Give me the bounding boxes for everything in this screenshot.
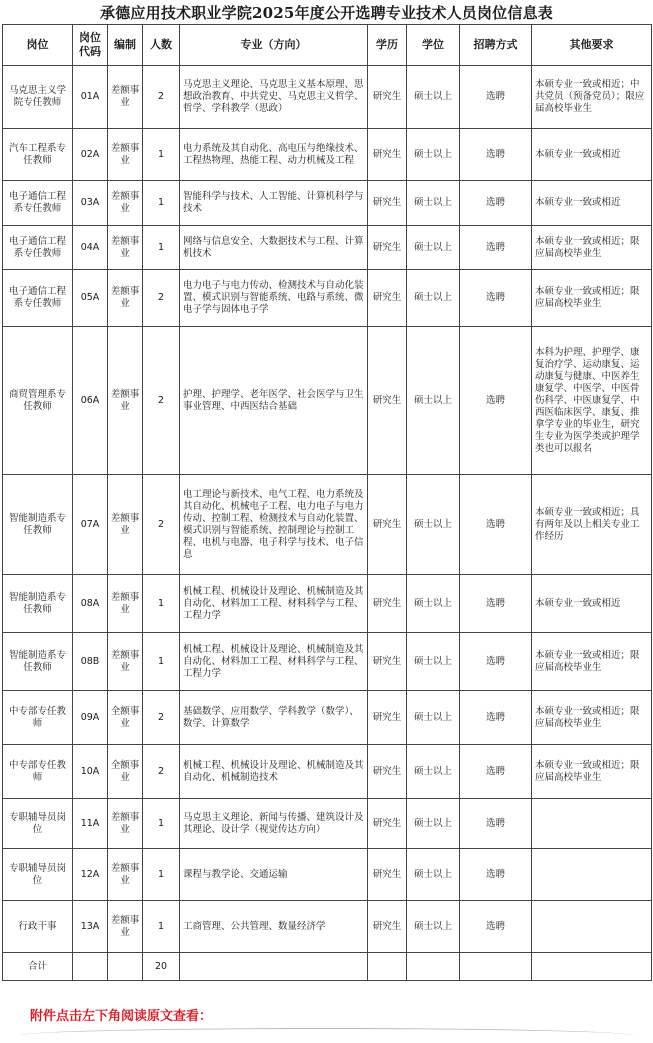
cell-education: 研究生 — [368, 129, 407, 181]
cell-count: 1 — [143, 799, 180, 849]
cell-degree: 硕士以上 — [407, 129, 460, 181]
cell-degree: 硕士以上 — [407, 181, 460, 226]
cell-education: 研究生 — [368, 901, 407, 953]
cell-major: 机械工程、机械设计及理论、机械制造及其自动化、材料加工工程、材料科学与工程、工程力学 — [180, 575, 368, 633]
cell-major: 电力系统及其自动化、高电压与绝缘技术、工程热物理、热能工程、动力机械及工程 — [180, 129, 368, 181]
total-empty — [460, 953, 532, 981]
cell-major: 机械工程、机械设计及理论、机械制造及其自动化、材料加工工程、材料科学与工程、工程力学 — [180, 633, 368, 691]
cell-post: 电子通信工程系专任教师 — [3, 181, 73, 226]
header-code: 岗位代码 — [73, 25, 108, 66]
cell-other — [532, 849, 652, 901]
cell-count: 2 — [143, 66, 180, 129]
cell-count: 1 — [143, 849, 180, 901]
cell-degree: 硕士以上 — [407, 327, 460, 475]
cell-method: 选聘 — [460, 575, 532, 633]
total-empty — [108, 953, 143, 981]
cell-staffing: 差额事业 — [108, 226, 143, 270]
cell-count: 2 — [143, 691, 180, 745]
cell-code: 05A — [73, 270, 108, 327]
cell-other: 本硕专业一致或相近；限应届高校毕业生 — [532, 226, 652, 270]
cell-education: 研究生 — [368, 849, 407, 901]
cell-code: 06A — [73, 327, 108, 475]
table-header-row — [3, 25, 652, 66]
cell-post: 智能制造系专任教师 — [3, 475, 73, 575]
cell-code: 04A — [73, 226, 108, 270]
cell-education: 研究生 — [368, 226, 407, 270]
cell-code: 11A — [73, 799, 108, 849]
cell-major: 课程与教学论、交通运输 — [180, 849, 368, 901]
cell-education: 研究生 — [368, 181, 407, 226]
cell-staffing: 差额事业 — [108, 66, 143, 129]
cell-count: 1 — [143, 226, 180, 270]
cell-count: 1 — [143, 181, 180, 226]
table-row — [3, 327, 652, 475]
table-row — [3, 129, 652, 181]
cell-code: 10A — [73, 745, 108, 799]
total-count: 20 — [143, 953, 180, 981]
cell-staffing: 差额事业 — [108, 849, 143, 901]
cell-method: 选聘 — [460, 270, 532, 327]
total-empty — [73, 953, 108, 981]
cell-post: 电子通信工程系专任教师 — [3, 270, 73, 327]
total-empty — [532, 953, 652, 981]
page-title: 承德应用技术职业学院2025年度公开选聘专业技术人员岗位信息表 — [100, 4, 553, 22]
cell-code: 08B — [73, 633, 108, 691]
cell-education: 研究生 — [368, 475, 407, 575]
cell-degree: 硕士以上 — [407, 226, 460, 270]
cell-count: 2 — [143, 270, 180, 327]
header-education: 学历 — [368, 25, 407, 66]
cell-other: 本硕专业一致或相近 — [532, 575, 652, 633]
cell-count: 2 — [143, 475, 180, 575]
total-empty — [368, 953, 407, 981]
cell-other: 本硕专业一致或相近；限应届高校毕业生 — [532, 270, 652, 327]
cell-method: 选聘 — [460, 475, 532, 575]
cell-count: 1 — [143, 575, 180, 633]
cell-education: 研究生 — [368, 575, 407, 633]
cell-other — [532, 799, 652, 849]
cell-education: 研究生 — [368, 270, 407, 327]
cell-post: 专职辅导员岗位 — [3, 799, 73, 849]
cell-degree: 硕士以上 — [407, 270, 460, 327]
cell-degree: 硕士以上 — [407, 691, 460, 745]
positions-table — [2, 24, 652, 981]
cell-code: 08A — [73, 575, 108, 633]
header-count: 人数 — [143, 25, 180, 66]
cell-other: 本硕专业一致或相近；限应届高校毕业生 — [532, 745, 652, 799]
cell-major: 工商管理、公共管理、数量经济学 — [180, 901, 368, 953]
cell-major: 马克思主义理论、马克思主义基本原理、思想政治教育、中共党史、马克思主义哲学、哲学、学科教学（思政） — [180, 66, 368, 129]
cell-education: 研究生 — [368, 327, 407, 475]
cell-code: 12A — [73, 849, 108, 901]
cell-other: 本硕专业一致或相近；具有两年及以上相关专业工作经历 — [532, 475, 652, 575]
cell-method: 选聘 — [460, 901, 532, 953]
cell-other: 本硕专业一致或相近；限应届高校毕业生 — [532, 691, 652, 745]
cell-method: 选聘 — [460, 691, 532, 745]
table-row — [3, 475, 652, 575]
cell-post: 中专部专任教师 — [3, 745, 73, 799]
header-staffing: 编制 — [108, 25, 143, 66]
cell-degree: 硕士以上 — [407, 475, 460, 575]
header-other: 其他要求 — [532, 25, 652, 66]
cell-code: 07A — [73, 475, 108, 575]
cell-major: 电力电子与电力传动、检测技术与自动化装置、模式识别与智能系统、电路与系统、微电子学与固体电子学 — [180, 270, 368, 327]
header-major: 专业（方向） — [180, 25, 368, 66]
cell-education: 研究生 — [368, 745, 407, 799]
cell-other — [532, 901, 652, 953]
cell-major: 智能科学与技术、人工智能、计算机科学与技术 — [180, 181, 368, 226]
cell-method: 选聘 — [460, 327, 532, 475]
cell-major: 护理、护理学、老年医学、社会医学与卫生事业管理、中西医结合基础 — [180, 327, 368, 475]
cell-method: 选聘 — [460, 181, 532, 226]
cell-other: 本硕专业一致或相近 — [532, 181, 652, 226]
cell-major: 机械工程、机械设计及理论、机械制造及其自动化、机械制造技术 — [180, 745, 368, 799]
table-row — [3, 849, 652, 901]
cell-education: 研究生 — [368, 66, 407, 129]
header-method: 招聘方式 — [460, 25, 532, 66]
cell-staffing: 差额事业 — [108, 575, 143, 633]
cell-education: 研究生 — [368, 691, 407, 745]
cell-staffing: 差额事业 — [108, 799, 143, 849]
cell-staffing: 差额事业 — [108, 633, 143, 691]
table-row — [3, 181, 652, 226]
total-empty — [180, 953, 368, 981]
cell-code: 01A — [73, 66, 108, 129]
cell-count: 1 — [143, 633, 180, 691]
cell-post: 电子通信工程系专任教师 — [3, 226, 73, 270]
cell-staffing: 差额事业 — [108, 327, 143, 475]
cell-staffing: 差额事业 — [108, 129, 143, 181]
table-row — [3, 799, 652, 849]
cell-staffing: 差额事业 — [108, 270, 143, 327]
cell-code: 09A — [73, 691, 108, 745]
cell-post: 中专部专任教师 — [3, 691, 73, 745]
cell-other: 本硕专业一致或相近；限应届高校毕业生 — [532, 633, 652, 691]
table-row — [3, 633, 652, 691]
cell-staffing: 差额事业 — [108, 181, 143, 226]
cell-method: 选聘 — [460, 849, 532, 901]
table-row — [3, 66, 652, 129]
table-row — [3, 691, 652, 745]
cell-method: 选聘 — [460, 799, 532, 849]
cell-degree: 硕士以上 — [407, 745, 460, 799]
cell-degree: 硕士以上 — [407, 849, 460, 901]
cell-method: 选聘 — [460, 633, 532, 691]
cell-code: 03A — [73, 181, 108, 226]
cell-post: 商贸管理系专任教师 — [3, 327, 73, 475]
cell-post: 汽车工程系专任教师 — [3, 129, 73, 181]
table-row — [3, 575, 652, 633]
cell-staffing: 差额事业 — [108, 475, 143, 575]
cell-post: 智能制造系专任教师 — [3, 575, 73, 633]
cell-count: 1 — [143, 901, 180, 953]
cell-staffing: 差额事业 — [108, 901, 143, 953]
cell-major: 电工理论与新技术、电气工程、电力系统及其自动化、机械电子工程、电力电子与电力传动、控制工程、检测技术与自动化装置、模式识别与智能系统、控制理论与控制工程、电机与电器、电子科学与技术、电子信息 — [180, 475, 368, 575]
cell-degree: 硕士以上 — [407, 633, 460, 691]
cell-count: 2 — [143, 327, 180, 475]
cell-post: 专职辅导员岗位 — [3, 849, 73, 901]
cell-other: 本科为护理、护理学、康复治疗学、运动康复、运动康复与健康、中医养生康复学、中医学、中医骨伤科学、中医康复学、中西医临床医学、康复、推拿学专业的毕业生，研究生专业为医学类或护理学类也可以报名 — [532, 327, 652, 475]
cell-code: 13A — [73, 901, 108, 953]
cell-major: 基础数学、应用数学、学科教学（数学）、数学、计算数学 — [180, 691, 368, 745]
table-row — [3, 745, 652, 799]
cell-other: 本硕专业一致或相近；中共党员（预备党员）；限应届高校毕业生 — [532, 66, 652, 129]
cell-staffing: 全额事业 — [108, 691, 143, 745]
cell-major: 马克思主义理论、新闻与传播、建筑设计及其理论、设计学（视觉传达方向） — [180, 799, 368, 849]
table-row — [3, 901, 652, 953]
cell-education: 研究生 — [368, 633, 407, 691]
cell-degree: 硕士以上 — [407, 575, 460, 633]
cell-other: 本硕专业一致或相近 — [532, 129, 652, 181]
cell-method: 选聘 — [460, 226, 532, 270]
table-row — [3, 226, 652, 270]
table-row — [3, 270, 652, 327]
header-degree: 学位 — [407, 25, 460, 66]
cell-degree: 硕士以上 — [407, 799, 460, 849]
cell-degree: 硕士以上 — [407, 66, 460, 129]
cell-code: 02A — [73, 129, 108, 181]
total-label: 合计 — [3, 953, 73, 981]
cell-method: 选聘 — [460, 66, 532, 129]
cell-degree: 硕士以上 — [407, 901, 460, 953]
cell-staffing: 全额事业 — [108, 745, 143, 799]
total-empty — [407, 953, 460, 981]
cell-post: 马克思主义学院专任教师 — [3, 66, 73, 129]
attachment-note: 附件点击左下角阅读原文查看： — [30, 1009, 213, 1024]
cell-post: 智能制造系专任教师 — [3, 633, 73, 691]
cell-education: 研究生 — [368, 799, 407, 849]
total-row — [3, 953, 652, 981]
cell-method: 选聘 — [460, 745, 532, 799]
header-post: 岗位 — [3, 25, 73, 66]
cell-count: 2 — [143, 745, 180, 799]
cell-post: 行政干事 — [3, 901, 73, 953]
cell-count: 1 — [143, 129, 180, 181]
cell-major: 网络与信息安全、大数据技术与工程、计算机技术 — [180, 226, 368, 270]
cell-method: 选聘 — [460, 129, 532, 181]
